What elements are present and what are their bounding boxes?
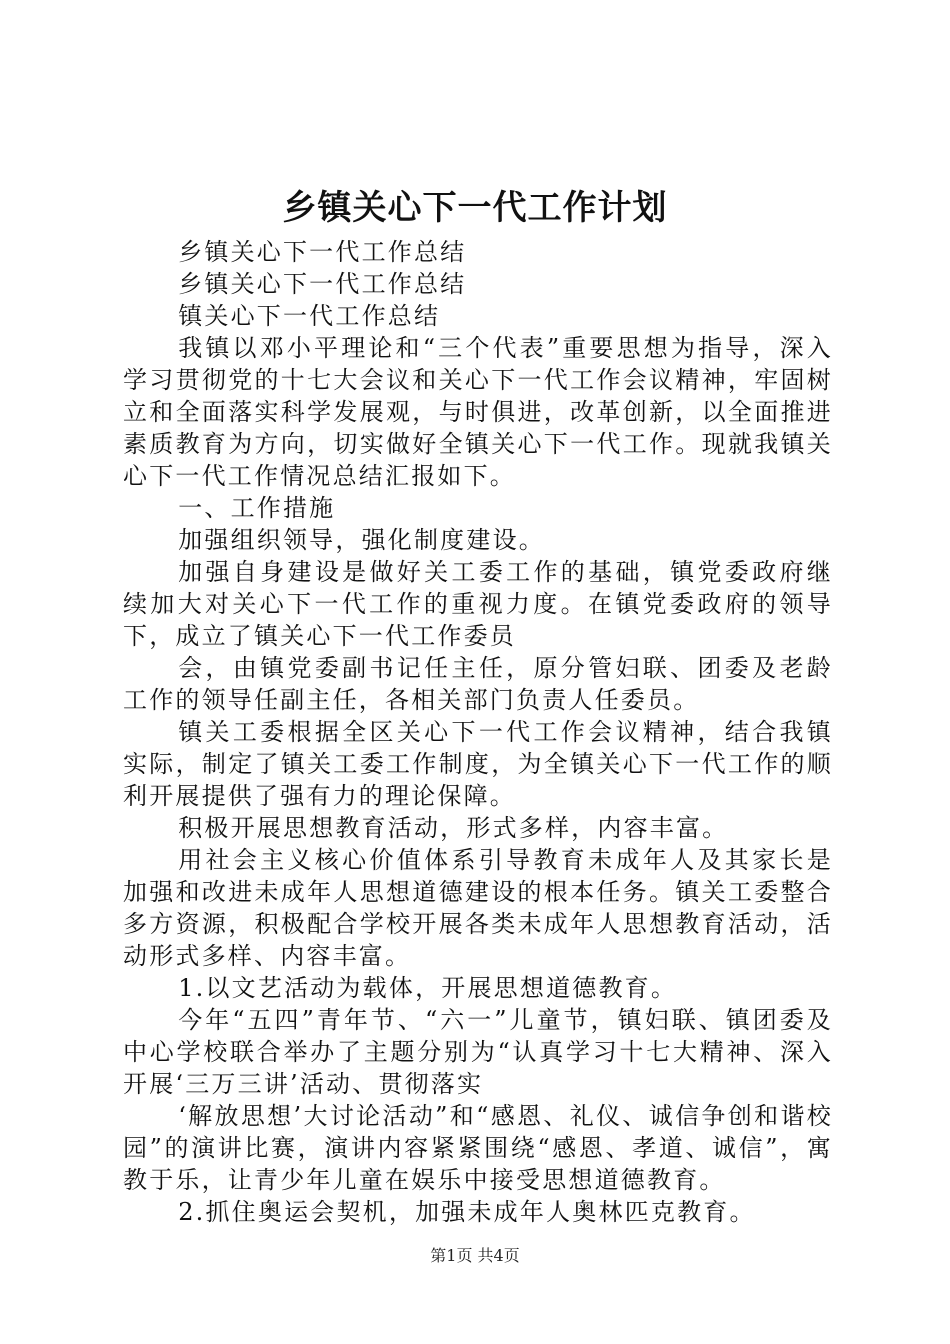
- paragraph: 乡镇关心下一代工作总结: [178, 270, 467, 298]
- paragraph: 会，由镇党委副书记任主任，原分管妇联、团委及老龄工作的领导任副主任，各相关部门负责人任委员。: [123, 654, 833, 714]
- paragraph: ‘解放思想’大讨论活动”和“感恩、礼仪、诚信争创和谐校园”的演讲比赛，演讲内容紧紧围绕“感恩、孝道、诚信”，寓教于乐，让青少年儿童在娱乐中接受思想道德教育。: [123, 1102, 833, 1194]
- document-body: [123, 236, 833, 1228]
- document-title: 乡镇关心下一代工作计划: [282, 188, 668, 228]
- paragraph: 2.抓住奥运会契机，加强未成年人奥林匹克教育。: [178, 1198, 756, 1226]
- paragraph: 加强组织领导，强化制度建设。: [178, 526, 545, 554]
- paragraph: 1.以文艺活动为载体，开展思想道德教育。: [178, 974, 678, 1002]
- paragraph: 加强自身建设是做好关工委工作的基础，镇党委政府继续加大对关心下一代工作的重视力度。在镇党委政府的领导下，成立了镇关心下一代工作委员: [123, 558, 833, 650]
- paragraph: 用社会主义核心价值体系引导教育未成年人及其家长是加强和改进未成年人思想道德建设的根本任务。镇关工委整合多方资源，积极配合学校开展各类未成年人思想教育活动，活动形式多样、内容丰富。: [123, 846, 833, 970]
- paragraph: 镇关工委根据全区关心下一代工作会议精神，结合我镇实际，制定了镇关工委工作制度，为全镇关心下一代工作的顺利开展提供了强有力的理论保障。: [123, 718, 833, 810]
- paragraph: 积极开展思想教育活动，形式多样，内容丰富。: [178, 814, 729, 842]
- section-heading: 一、工作措施: [178, 494, 336, 522]
- paragraph: 镇关心下一代工作总结: [178, 302, 441, 330]
- page-number-footer: 第1页 共4页: [430, 1246, 520, 1265]
- paragraph: 今年“五四”青年节、“六一”儿童节，镇妇联、镇团委及中心学校联合举办了主题分别为“认真学习十七大精神、深入开展‘三万三讲’活动、贯彻落实: [123, 1006, 833, 1098]
- paragraph: 乡镇关心下一代工作总结: [178, 238, 467, 266]
- paragraph: 我镇以邓小平理论和“三个代表”重要思想为指导，深入学习贯彻党的十七大会议和关心下一代工作会议精神，牢固树立和全面落实科学发展观，与时俱进，改革创新，以全面推进素质教育为方向，切实做好全镇关心下一代工作。现就我镇关心下一代工作情况总结汇报如下。: [123, 334, 833, 490]
